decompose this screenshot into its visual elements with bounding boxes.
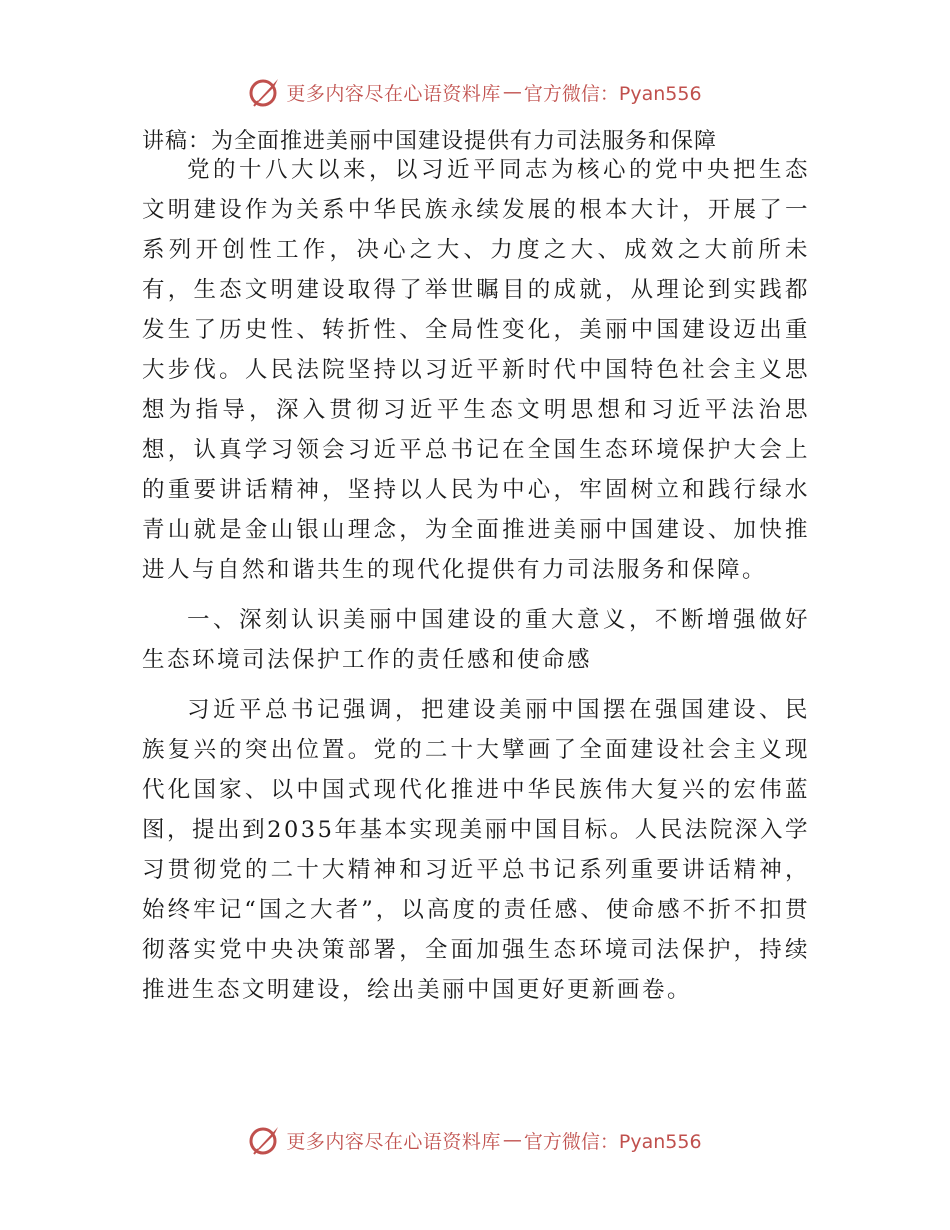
body-paragraph-intro: 党的十八大以来，以习近平同志为核心的党中央把生态文明建设作为关系中华民族永续发展的根本大计，开展了一系列开创性工作，决心之大、力度之大、成效之大前所未有，生态文明建设取得了举世瞩目的成就，从理论到实践都发生了历史性、转折性、全局性变化，美丽中国建设迈出重大步伐。人民法院坚持以习近平新时代中国特色社会主义思想为指导，深入贯彻习近平生态文明思想和习近平法治思想，认真学习领会习近平总书记在全国生态环境保护大会上的重要讲话精神，坚持以人民为中心，牢固树立和践行绿水青山就是金山银山理念，为全面推进美丽中国建设、加快推进人与自然和谐共生的现代化提供有力司法服务和保障。: [142, 157, 810, 583]
document-body: [142, 150, 810, 1010]
header-watermark-banner: [0, 70, 950, 114]
banner-brand-text: 更多内容尽在心语资料库: [286, 1130, 501, 1153]
quill-pen-circle-icon: [248, 1123, 282, 1157]
body-paragraph-section-1: 习近平总书记强调，把建设美丽中国摆在强国建设、民族复兴的突出位置。党的二十大擘画了全面建设社会主义现代化国家、以中国式现代化推进中华民族伟大复兴的宏伟蓝图，提出到2035年基本实现美丽中国目标。人民法院深入学习贯彻党的二十大精神和习近平总书记系列重要讲话精神，始终牢记“国之大者”，以高度的责任感、使命感不折不扣贯彻落实党中央决策部署，全面加强生态环境司法保护，持续推进生态文明建设，绘出美丽中国更好更新画卷。: [142, 697, 810, 1003]
banner-contact-text: 官方微信：Pyan556: [523, 1130, 702, 1153]
quill-pen-circle-icon: [248, 75, 282, 109]
footer-watermark-banner: [0, 1118, 950, 1162]
banner-contact-text: 官方微信：Pyan556: [523, 82, 702, 105]
banner-brand-text: 更多内容尽在心语资料库: [286, 82, 501, 105]
banner-dash: —: [502, 81, 522, 103]
document-title: 讲稿：为全面推进美丽中国建设提供有力司法服务和保障: [142, 129, 718, 154]
banner-dash: —: [502, 1129, 522, 1151]
section-heading-1: 一、深刻认识美丽中国建设的重大意义，不断增强做好生态环境司法保护工作的责任感和使命感: [142, 607, 810, 673]
